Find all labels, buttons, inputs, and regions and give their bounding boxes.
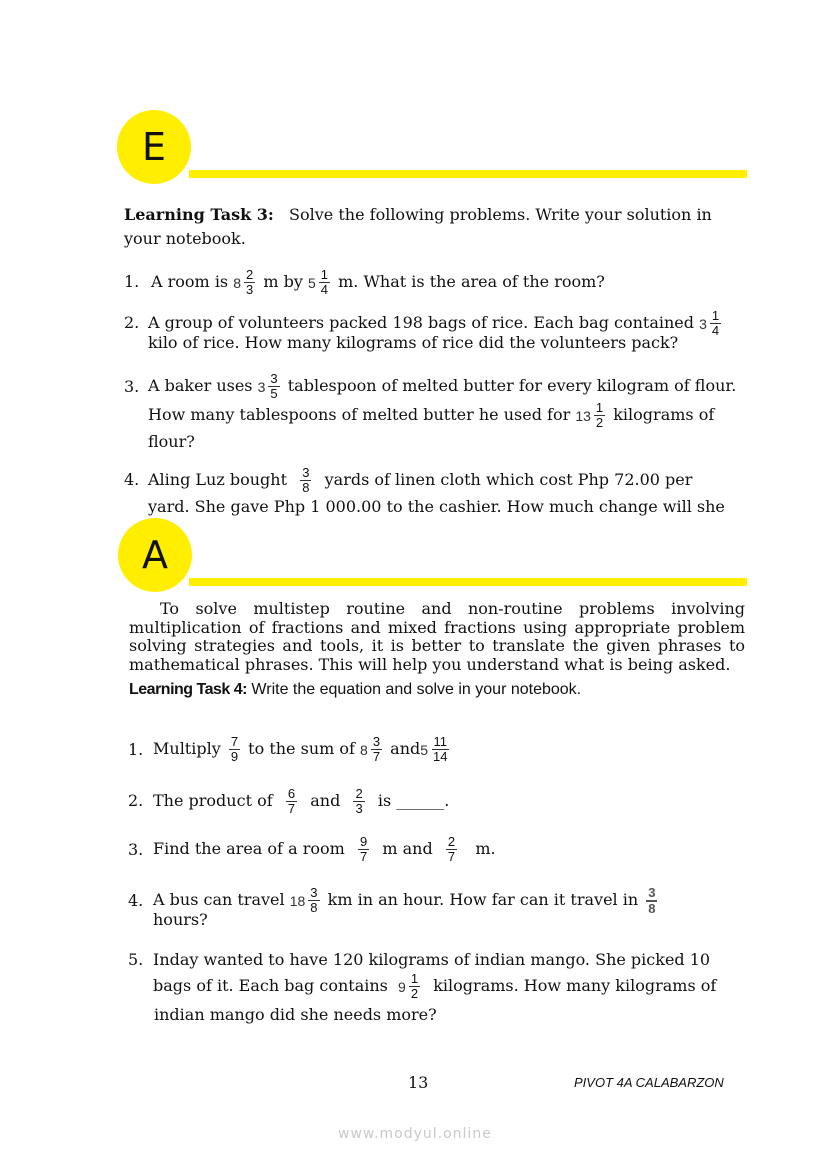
e-problem-2: A group of volunteers packed 198 bags of rice. Each bag contained 3 $\frac{1}{4}$ — [148, 303, 724, 344]
a-problem-2-number: 2. — [128, 791, 144, 810]
watermark: www.modyul.online — [338, 1126, 492, 1142]
mixed-fraction: 8 $\frac{3}{7}$ — [360, 734, 381, 764]
task3-label: Learning Task 3: — [124, 205, 274, 224]
task4-heading — [129, 680, 581, 700]
task3-heading — [124, 205, 712, 225]
mixed-fraction: 18 $\frac{3}{8}$ — [289, 885, 318, 915]
e-problem-4-number: 4. — [124, 470, 140, 489]
mixed-fraction: 9 $\frac{1}{2}$ — [398, 971, 419, 1001]
a-problem-3: Find the area of a room $\frac{9}{7}$ m and $\frac{2}{7}$ m. — [153, 834, 496, 864]
section-e-divider — [189, 170, 747, 178]
e-problem-3-number: 3. — [124, 377, 140, 396]
mixed-fraction: 8 $\frac{2}{3}$ — [233, 267, 254, 297]
a-problem-5: Inday wanted to have 120 kilograms of indian mango. She picked 10 — [153, 950, 711, 969]
a-problem-5-number: 5. — [128, 950, 144, 969]
section-a-badge — [118, 518, 192, 592]
mixed-fraction: 3 $\frac{3}{5}$ — [257, 371, 278, 401]
section-a-letter: A — [142, 533, 168, 577]
a-problem-5-cont: bags of it. Each bag contains 9 $\frac{1}{2}$ kilograms. How many kilograms of — [153, 966, 716, 1007]
mixed-fraction: 3 $\frac{1}{4}$ — [699, 308, 720, 338]
fraction: $\frac{2}{7}$ — [447, 834, 456, 864]
fraction: $\frac{6}{7}$ — [287, 786, 296, 816]
task3-heading-cont: your notebook. — [124, 229, 246, 248]
section-e-badge — [117, 110, 191, 184]
e-problem-2-number: 2. — [124, 313, 140, 332]
e-problem-3-cont2: flour? — [148, 432, 195, 451]
e-problem-1: A room is 8 $\frac{2}{3}$ m by 5 $\frac{1}{4}$ m. What is the area of the room? — [151, 262, 605, 303]
a-problem-1: Multiply $\frac{7}{9}$ to the sum of 8 $\frac{3}{7}$ and 5 $\frac{11}{14}$ — [153, 729, 453, 770]
e-problem-3: A baker uses 3 $\frac{3}{5}$ tablespoon of melted butter for every kilogram of flour. — [148, 366, 736, 407]
task4-instruction: Write the equation and solve in your notebook. — [251, 681, 582, 698]
a-problem-2: The product of $\frac{6}{7}$ and $\frac{2}{3}$ is ______. — [153, 786, 450, 816]
mixed-fraction: 5 $\frac{11}{14}$ — [420, 734, 448, 764]
e-problem-4-cont: yard. She gave Php 1 000.00 to the cashier. How much change will she — [148, 497, 725, 516]
e-problem-2-cont: kilo of rice. How many kilograms of rice did the volunteers pack? — [148, 333, 679, 352]
e-problem-1-number: 1. — [124, 272, 140, 291]
e-problem-3-cont: How many tablespoons of melted butter he used for 13 $\frac{1}{2}$ kilograms of — [148, 395, 714, 436]
task4-label: Learning Task 4: — [129, 681, 247, 698]
section-a-divider — [189, 578, 747, 586]
a-problem-4-number: 4. — [128, 891, 144, 910]
mixed-fraction: 13 $\frac{1}{2}$ — [575, 400, 604, 430]
e-problem-4: Aling Luz bought $\frac{3}{8}$ yards of linen cloth which cost Php 72.00 per — [148, 465, 693, 495]
a-problem-3-number: 3. — [128, 840, 144, 859]
a-problem-4-cont: hours? — [153, 910, 208, 929]
page-number: 13 — [408, 1073, 429, 1092]
a-problem-1-number: 1. — [128, 740, 144, 759]
a-problem-4: A bus can travel 18 $\frac{3}{8}$ km in an hour. How far can it travel in $\frac{3}{8}$ — [153, 880, 660, 921]
fraction: $\frac{3}{8}$ — [302, 465, 310, 495]
fraction: $\frac{7}{9}$ — [230, 734, 239, 764]
a-problem-5-cont2: indian mango did she needs more? — [154, 1005, 437, 1024]
fraction: $\frac{3}{8}$ — [648, 884, 656, 916]
mixed-fraction: 5 $\frac{1}{4}$ — [308, 267, 329, 297]
fraction: $\frac{2}{3}$ — [355, 786, 363, 816]
footer-brand: PIVOT 4A CALABARZON — [574, 1075, 724, 1090]
fraction: $\frac{9}{7}$ — [359, 834, 368, 864]
section-a-intro: To solve multistep routine and non-routine problems involving multiplication of fractions and mixed fractions using appropriate problem solving strategies and tools, it is better to translate the given phrases to mathematical phrases. This will help you understand what is being asked. — [129, 599, 745, 674]
task3-instruction: Solve the following problems. Write your solution in — [289, 205, 712, 224]
section-e-letter: E — [141, 125, 166, 169]
